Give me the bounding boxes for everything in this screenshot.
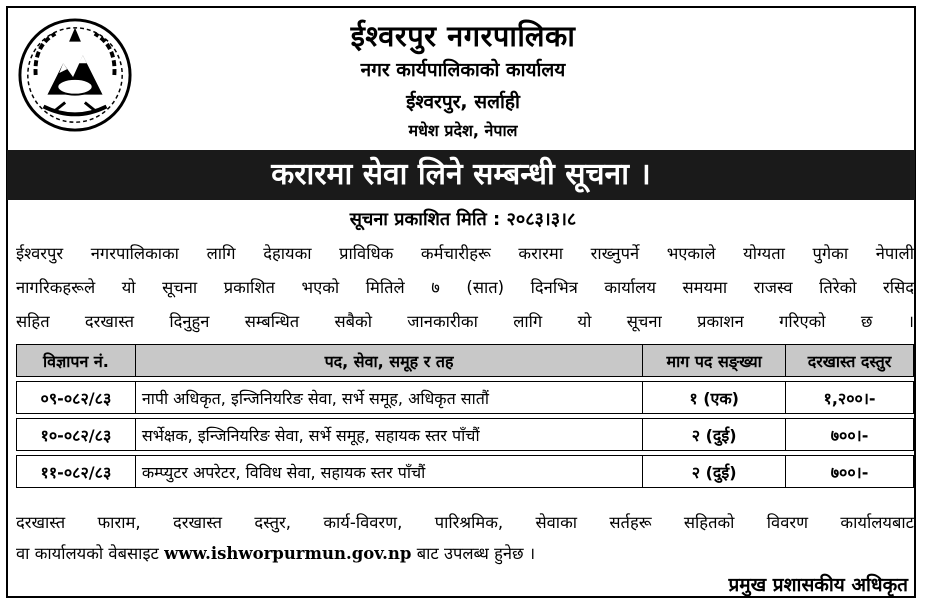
post-count-cell: १ (एक) <box>643 382 786 414</box>
ad-number-cell: ०९-०८२/८३ <box>17 382 136 414</box>
post-count-cell: २ (दुई) <box>643 456 786 488</box>
publication-date: सूचना प्रकाशित मिति : २०८३।३।८ <box>349 209 577 230</box>
col-header-fee: दरखास्त दस्तुर <box>786 345 914 377</box>
province-country: मधेश प्रदेश, नेपाल <box>408 121 518 140</box>
table-row <box>17 382 914 414</box>
fee-cell: १,२००।- <box>786 382 914 414</box>
footer-text-before-url: वा कार्यालयको वेबसाइट <box>16 544 159 563</box>
intro-line-1: ईश्वरपुर नगरपालिकाका लागि देहायका प्राविधिक कर्मचारीहरू करारमा राख्नुपर्ने भएकाले योग्यता पुगेका नेपाली <box>16 244 914 263</box>
ad-number-cell: ११-०८२/८३ <box>17 456 136 488</box>
table-row <box>17 419 914 451</box>
post-count-cell: २ (दुई) <box>643 419 786 451</box>
website-link[interactable]: www.ishworpurmun.gov.np <box>164 544 412 563</box>
col-header-post-count: माग पद सङ्ख्या <box>643 345 786 377</box>
position-cell: सर्भेक्षक, इन्जिनियरिङ सेवा, सर्भे समूह, सहायक स्तर पाँचौं <box>135 419 642 451</box>
intro-line-3: सहित दरखास्त दिनुहुन सम्बन्धित सबैको जानकारीका लागि यो सूचना प्रकाशन गरिएको छ । <box>16 312 914 331</box>
office-address: ईश्वरपुर, सर्लाही <box>406 91 520 113</box>
signatory-title: प्रमुख प्रशासकीय अधिकृत <box>728 574 908 596</box>
footer-line-1: दरखास्त फाराम, दरखास्त दस्तुर, कार्य-विवरण, पारिश्रमिक, सेवाका सर्तहरू सहितको विवरण कार्यालयबाट <box>16 513 914 532</box>
fee-cell: ७००।- <box>786 456 914 488</box>
footer-text-after-url: बाट उपलब्ध हुनेछ । <box>416 544 536 563</box>
vacancy-table <box>16 344 914 488</box>
footer-line-2 <box>16 541 914 564</box>
table-row <box>17 456 914 488</box>
col-header-position: पद, सेवा, समूह र तह <box>135 345 642 377</box>
fee-cell: ७००।- <box>786 419 914 451</box>
col-header-ad-number: विज्ञापन नं. <box>17 345 136 377</box>
notice-banner: करारमा सेवा लिने सम्बन्धी सूचना । <box>7 150 915 200</box>
ad-number-cell: १०-०८२/८३ <box>17 419 136 451</box>
municipality-title: ईश्वरपुर नगरपालिका <box>350 19 576 53</box>
position-cell: कम्प्युटर अपरेटर, विविध सेवा, सहायक स्तर पाँचौं <box>135 456 642 488</box>
table-header-row <box>17 345 914 377</box>
office-name: नगर कार्यपालिकाको कार्यालय <box>360 59 566 81</box>
intro-line-2: नागरिकहरूले यो सूचना प्रकाशित भएको मितिले ७ (सात) दिनभित्र कार्यालय समयमा राजस्व तिरेको रसिद <box>16 278 914 297</box>
position-cell: नापी अधिकृत, इन्जिनियरिङ सेवा, सर्भे समूह, अधिकृत सातौं <box>135 382 642 414</box>
